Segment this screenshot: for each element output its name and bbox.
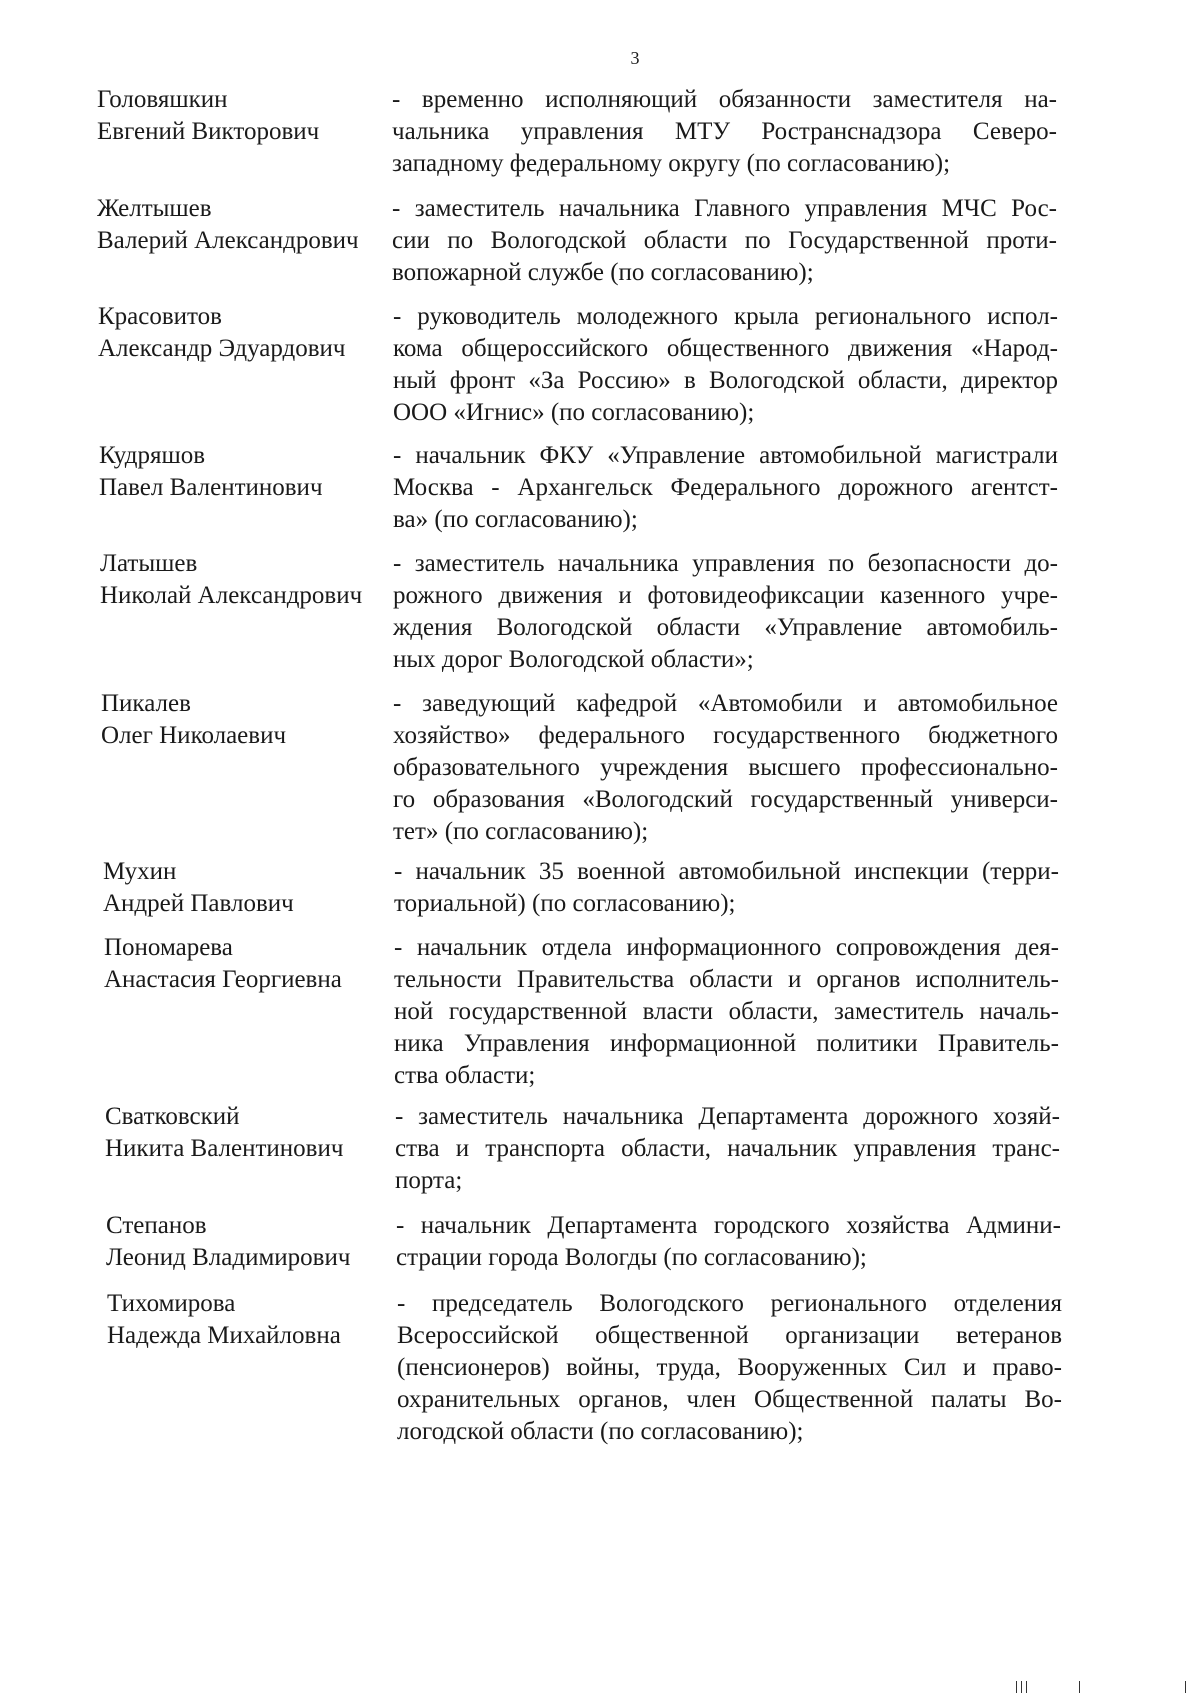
member-surname: Латышев xyxy=(100,550,198,577)
position-line: ных дорог Вологодской области»; xyxy=(393,646,754,673)
member-position xyxy=(396,1210,1061,1274)
scan-artifacts xyxy=(1000,1679,1200,1693)
member-position xyxy=(394,932,1059,1092)
position-line: рожного движения и фотовидеофиксации казенного учре- xyxy=(393,582,1058,609)
member-name xyxy=(99,440,323,504)
member-position xyxy=(393,548,1058,676)
position-line: западному федеральному округу (по согласованию); xyxy=(392,150,951,177)
position-line: образовательного учреждения высшего профессионально- xyxy=(393,754,1058,781)
member-given-name: Леонид Владимирович xyxy=(106,1244,351,1271)
position-line: - начальник отдела информационного сопровождения дея- xyxy=(394,934,1059,961)
position-line: ООО «Игнис» (по согласованию); xyxy=(393,399,755,426)
page-number: 3 xyxy=(630,48,640,68)
position-line: Всероссийской общественной организации ветеранов xyxy=(397,1322,1062,1349)
member-surname: Желтышев xyxy=(97,195,212,222)
position-line: - начальник 35 военной автомобильной инспекции (терри- xyxy=(394,858,1059,885)
member-given-name: Никита Валентинович xyxy=(105,1135,344,1162)
position-line: - заместитель начальника Департамента дорожного хозяй- xyxy=(395,1103,1060,1130)
position-line: тет» (по согласованию); xyxy=(393,818,649,845)
member-surname: Пикалев xyxy=(101,690,191,717)
member-surname: Сватковский xyxy=(105,1103,240,1130)
member-name xyxy=(97,193,359,257)
member-surname: Кудряшов xyxy=(99,442,205,469)
position-line: тельности Правительства области и органов исполнитель- xyxy=(394,966,1059,993)
position-line: - начальник Департамента городского хозяйства Админи- xyxy=(396,1212,1061,1239)
member-name xyxy=(106,1210,350,1274)
position-line: ника Управления информационной политики Правитель- xyxy=(394,1030,1059,1057)
member-position xyxy=(395,1101,1060,1197)
member-given-name: Анастасия Георгиевна xyxy=(104,966,342,993)
member-given-name: Евгений Викторович xyxy=(97,118,320,145)
member-surname: Степанов xyxy=(106,1212,207,1239)
member-position xyxy=(393,688,1058,848)
position-line: кома общероссийского общественного движения «Народ- xyxy=(393,335,1058,362)
position-line: сии по Вологодской области по Государственной проти- xyxy=(392,227,1057,254)
member-name xyxy=(101,688,286,752)
member-surname: Тихомирова xyxy=(107,1290,236,1317)
position-line: Москва - Архангельск Федерального дорожного агентст- xyxy=(393,474,1058,501)
member-position xyxy=(392,193,1057,289)
position-line: - заведующий кафедрой «Автомобили и автомобильное xyxy=(393,690,1058,717)
member-position xyxy=(397,1288,1062,1448)
member-name xyxy=(100,548,362,612)
position-line: вопожарной службе (по согласованию); xyxy=(392,259,814,286)
member-given-name: Андрей Павлович xyxy=(103,890,294,917)
member-given-name: Валерий Александрович xyxy=(97,227,359,254)
position-line: хозяйство» федерального государственного бюджетного xyxy=(393,722,1058,749)
position-line: ный фронт «За Россию» в Вологодской области, директор xyxy=(393,367,1058,394)
position-line: - заместитель начальника управления по безопасности до- xyxy=(393,550,1058,577)
member-name xyxy=(103,856,294,920)
member-given-name: Александр Эдуардович xyxy=(98,335,346,362)
position-line: ждения Вологодской области «Управление автомобиль- xyxy=(393,614,1058,641)
member-surname: Головяшкин xyxy=(97,86,228,113)
member-name xyxy=(105,1101,343,1165)
member-position xyxy=(394,856,1059,920)
position-line: порта; xyxy=(395,1167,463,1194)
member-position xyxy=(393,301,1058,429)
position-line: - председатель Вологодского регионального отделения xyxy=(397,1290,1062,1317)
position-line: - заместитель начальника Главного управления МЧС Рос- xyxy=(392,195,1057,222)
member-name xyxy=(107,1288,341,1352)
position-line: ной государственной власти области, заместитель началь- xyxy=(394,998,1059,1025)
member-given-name: Павел Валентинович xyxy=(99,474,323,501)
member-surname: Красовитов xyxy=(98,303,222,330)
position-line: ториальной) (по согласованию); xyxy=(394,890,736,917)
position-line: чальника управления МТУ Ространснадзора Северо- xyxy=(392,118,1057,145)
position-line: ства области; xyxy=(394,1062,536,1089)
member-position xyxy=(393,440,1058,536)
member-given-name: Николай Александрович xyxy=(100,582,363,609)
position-line: ва» (по согласованию); xyxy=(393,506,638,533)
position-line: го образования «Вологодский государственный универси- xyxy=(393,786,1058,813)
position-line: ства и транспорта области, начальник управления транс- xyxy=(395,1135,1060,1162)
position-line: (пенсионеров) войны, труда, Вооруженных Сил и право- xyxy=(397,1354,1062,1381)
member-name xyxy=(97,84,319,148)
member-surname: Пономарева xyxy=(104,934,233,961)
member-position xyxy=(392,84,1057,180)
member-name xyxy=(98,301,346,365)
member-name xyxy=(104,932,342,996)
member-surname: Мухин xyxy=(103,858,177,885)
position-line: охранительных органов, член Общественной палаты Во- xyxy=(397,1386,1062,1413)
member-given-name: Надежда Михайловна xyxy=(107,1322,341,1349)
position-line: - руководитель молодежного крыла регионального испол- xyxy=(393,303,1058,330)
position-line: - начальник ФКУ «Управление автомобильной магистрали xyxy=(393,442,1058,469)
position-line: страции города Вологды (по согласованию); xyxy=(396,1244,867,1271)
position-line: - временно исполняющий обязанности заместителя на- xyxy=(392,86,1057,113)
member-given-name: Олег Николаевич xyxy=(101,722,287,749)
position-line: логодской области (по согласованию); xyxy=(397,1418,804,1445)
